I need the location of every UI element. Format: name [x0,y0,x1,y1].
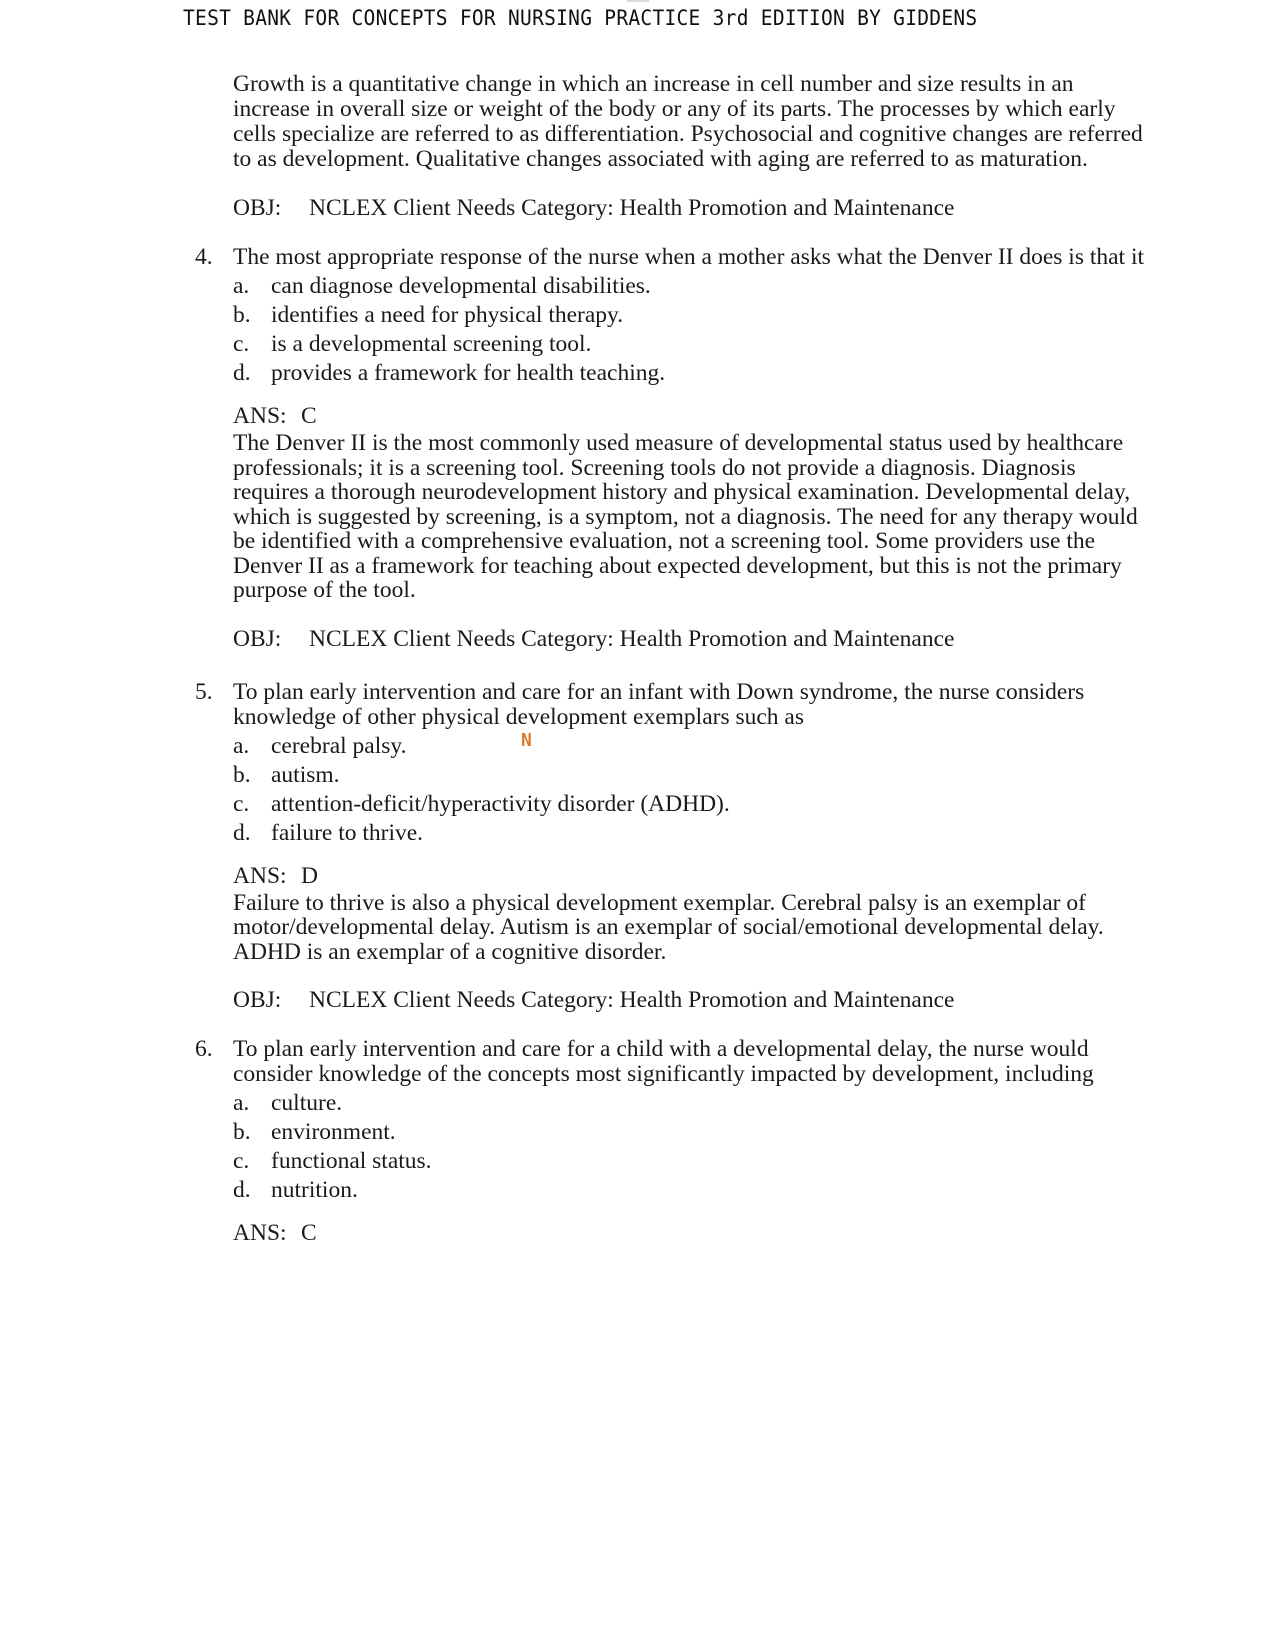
objective [233,988,1153,1013]
option-letter: a. [233,732,250,759]
page-header: TEST BANK FOR CONCEPTS FOR NURSING PRACTICE 3rd EDITION BY GIDDENS [183,6,978,30]
option-letter: a. [233,1090,250,1116]
answer-label: ANS: [233,1220,287,1246]
objective [233,627,1153,652]
header-mark [627,0,649,2]
obj-text: NCLEX Client Needs Category: Health Promotion and Maintenance [309,987,955,1013]
option-letter: b. [233,302,251,328]
watermark-glyph: N [521,730,532,751]
answer [233,402,1153,431]
question-stem: The most appropriate response of the nurse when a mother asks what the Denver II does is that it [233,244,1145,270]
option-letter: d. [233,360,251,386]
option-c [233,790,1153,819]
option-letter: c. [233,1148,250,1174]
option-a [233,1089,1153,1118]
obj-text: NCLEX Client Needs Category: Health Promotion and Maintenance [309,625,955,652]
option-text: can diagnose developmental disabilities. [271,273,651,299]
option-text: environment. [271,1119,396,1145]
question-stem: To plan early intervention and care for a child with a developmental delay, the nurse would consider knowledge of the concepts most significantly impacted by development, including [233,1036,1094,1087]
rationale: The Denver II is the most commonly used measure of developmental status used by healthcare professionals; it is a screening tool. Screening tools do not provide a diagnosis. Diagnosis requires a thorough neurodevelopment history and physical examination. Developmental delay, which is suggested by screening, is a symptom, not a diagnosis. The need for any therapy would be identified with a comprehensive evaluation, not a screening tool. Some providers use the Denver II as a framework for teaching about expected development, but this is not the primary purpose of the tool. [233,430,1138,603]
answer [233,862,1153,891]
option-text: identifies a need for physical therapy. [271,302,624,328]
option-text: autism. [271,761,340,788]
option-text: culture. [271,1090,343,1116]
option-d [233,1176,1153,1205]
option-text: attention-deficit/hyperactivity disorder (ADHD). [271,790,730,817]
question-6 [195,1036,1153,1248]
option-text: nutrition. [271,1177,358,1203]
option-b [233,761,1153,790]
option-text: is a developmental screening tool. [271,331,592,357]
option-text: functional status. [271,1148,432,1174]
option-d [233,359,1153,388]
option-letter: c. [233,331,250,357]
document-body [195,71,1153,1248]
question-number: 5. [195,678,213,705]
question-5 [195,678,1153,1014]
answer [233,1219,1153,1248]
option-text: cerebral palsy. [271,732,407,759]
option-letter: c. [233,790,250,817]
intro-rationale: Growth is a quantitative change in which an increase in cell number and size results in an increase in overall size or weight of the body or any of its parts. The processes by which early cells specialize are referred to as differentiation. Psychosocial and cognitive changes are referred to as development. Qualitative changes associated with aging are referred to as maturation. [233,71,1143,172]
answer-value: C [301,1220,317,1246]
option-list [233,732,1153,848]
option-c [233,330,1153,359]
option-a [233,272,1153,301]
question-4 [195,244,1153,652]
obj-label: OBJ: [233,195,282,221]
option-list [233,1089,1153,1205]
question-number: 6. [195,1036,213,1062]
answer-value: C [301,403,317,429]
option-letter: d. [233,819,251,846]
option-letter: b. [233,1119,251,1145]
option-b [233,1118,1153,1147]
option-letter: d. [233,1177,251,1203]
option-b [233,301,1153,330]
option-letter: b. [233,761,251,788]
option-c [233,1147,1153,1176]
obj-label: OBJ: [233,625,282,652]
answer-label: ANS: [233,403,287,429]
option-text: provides a framework for health teaching. [271,360,666,386]
rationale: Failure to thrive is also a physical development exemplar. Cerebral palsy is an exemplar of motor/developmental delay. Autism is an exemplar of social/emotional developmental delay. ADHD is an exemplar of a cognitive disorder. [233,889,1104,965]
option-list [233,272,1153,388]
answer-value: D [301,862,318,889]
option-a [233,732,1153,761]
option-letter: a. [233,273,250,299]
obj-label: OBJ: [233,987,282,1013]
obj-text: NCLEX Client Needs Category: Health Promotion and Maintenance [309,195,955,221]
question-number: 4. [195,244,213,270]
question-stem: To plan early intervention and care for an infant with Down syndrome, the nurse considers knowledge of other physical development exemplars such as [233,678,1085,730]
option-d [233,819,1153,848]
option-text: failure to thrive. [271,819,424,846]
intro-objective [233,196,1153,221]
answer-label: ANS: [233,862,287,889]
